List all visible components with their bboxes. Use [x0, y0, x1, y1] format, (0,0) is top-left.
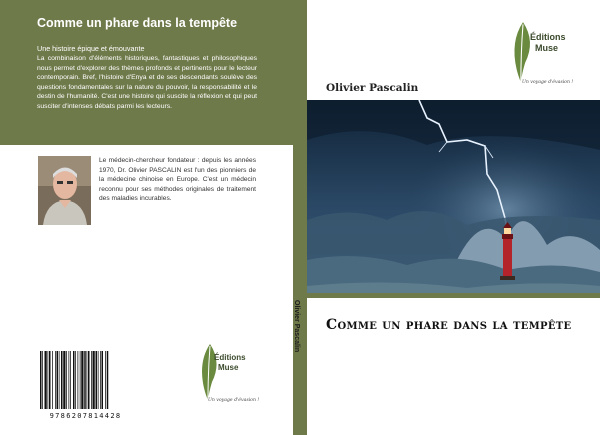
spine	[293, 0, 307, 435]
barcode-bar	[80, 351, 81, 409]
spine-author: Olivier Pascalin	[293, 300, 300, 353]
isbn-barcode	[38, 349, 133, 423]
barcode-bar	[84, 351, 86, 409]
author-portrait	[38, 156, 91, 225]
barcode-bar	[61, 351, 63, 409]
barcode-bar	[49, 351, 51, 409]
author-photo	[38, 156, 91, 225]
publisher-logo-front	[508, 20, 578, 92]
publisher-logo-back	[196, 342, 258, 414]
back-cover-subtitle: Une histoire épique et émouvante	[37, 44, 145, 53]
barcode-bar	[105, 351, 106, 409]
barcode-bar	[100, 351, 101, 409]
barcode-bar	[45, 351, 47, 409]
back-cover	[0, 0, 293, 435]
barcode-bar	[88, 351, 90, 409]
barcode-bar	[102, 351, 104, 409]
author-bio: Le médecin-chercheur fondateur : depuis les années 1970, Dr. Olivier PASCALIN est l'un des pionniers de la médecine chinoise en Europe. C'est un médecin reconnu pour ses méthodes originales de traitement des maladies incurables.	[99, 157, 256, 202]
barcode-bar	[91, 351, 92, 409]
barcode-bar	[70, 351, 71, 409]
barcode-bar	[48, 351, 49, 409]
barcode-bar	[107, 351, 109, 409]
back-cover-header-panel	[0, 0, 293, 145]
publisher-tagline: Un voyage d'évasion !	[522, 80, 574, 85]
back-cover-blurb: La combinaison d'éléments historiques, fantastiques et philosophiques nous permet d'explorer des thèmes profonds et pertinents pour le lecteur contemporain. Bref, l'histoire d'Enya et de ses descendants soulève des questions fondamentales sur la nature du pouvoir, la responsabilité et le destin de l'humanité. C'est une histoire qui suscite la réflexion et qui peut susciter d'intenses débats parmi les lecteurs.	[37, 55, 257, 110]
barcode-bar	[96, 351, 98, 409]
cover-illustration	[307, 100, 600, 298]
barcode-bar	[63, 351, 65, 409]
barcode-bar	[73, 351, 75, 409]
publisher-name-line2: Muse	[218, 363, 239, 372]
barcode-bar	[81, 351, 83, 409]
back-cover-title: Comme un phare dans la tempête	[37, 16, 238, 30]
barcode-bar	[78, 351, 79, 409]
publisher-tagline: Un voyage d'évasion !	[208, 398, 260, 403]
publisher-name-line1: Éditions	[214, 353, 246, 362]
front-author: Olivier Pascalin	[326, 82, 419, 94]
barcode-bar	[52, 351, 53, 409]
barcode-bar	[75, 351, 76, 409]
barcode-bar	[40, 351, 42, 409]
publisher-name-line2: Muse	[535, 43, 559, 53]
storm-lighthouse-image	[307, 100, 600, 298]
isbn-number: 9786207814428	[49, 412, 122, 420]
front-title: Comme un phare dans la tempête	[326, 317, 572, 333]
barcode-bar	[87, 351, 88, 409]
feather-icon	[508, 20, 538, 82]
publisher-name-line1: Éditions	[530, 32, 566, 42]
barcode-bar	[98, 351, 99, 409]
barcode-bar	[66, 351, 67, 409]
barcode-bar	[59, 351, 60, 409]
barcode-bar	[57, 351, 59, 409]
barcode-bar	[42, 351, 43, 409]
barcode-bar	[55, 351, 56, 409]
barcode-bar	[69, 351, 70, 409]
barcode-bar	[93, 351, 95, 409]
